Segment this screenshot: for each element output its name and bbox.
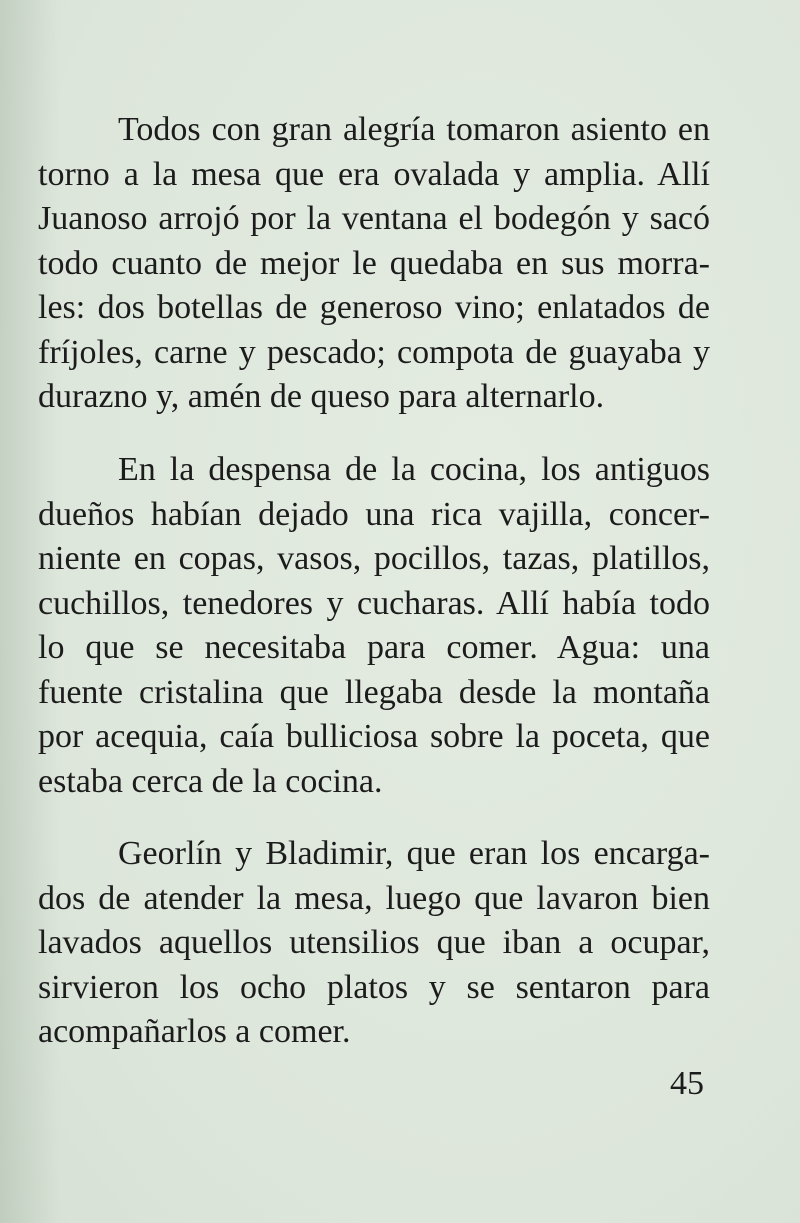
paragraph-line: torno a la mesa que era ovalada y amplia. Allí: [38, 155, 710, 193]
paragraph-line: Juanoso arrojó por la ventana el bodegón y sacó: [38, 200, 710, 237]
paragraph-line: En la despensa de la cocina, los antiguos: [118, 451, 710, 488]
paragraph-line: niente en copas, vasos, pocillos, tazas, platillos,: [38, 540, 710, 577]
paragraph-line: Georlín y Bladimir, que eran los encarga-: [118, 835, 710, 872]
paragraph-line: Todos con gran alegría tomaron asiento en: [118, 111, 710, 148]
paragraph-line: les: dos botellas de generoso vino; enlatados de: [38, 289, 710, 326]
paragraph-3: [38, 832, 710, 1055]
paragraph-1: [38, 108, 710, 420]
paragraph-line: dos de atender la mesa, luego que lavaron bien: [38, 879, 710, 917]
paragraph-line: lo que se necesitaba para comer. Agua: una: [38, 629, 710, 666]
paragraph-line: fríjoles, carne y pescado; compota de guayaba y: [38, 333, 710, 371]
paragraph-line: por acequia, caía bulliciosa sobre la poceta, que: [38, 718, 710, 755]
paragraph-line: dueños habían dejado una rica vajilla, concer-: [38, 495, 710, 533]
paragraph-line: sirvieron los ocho platos y se sentaron para: [38, 968, 710, 1006]
paragraph-line: acompañarlos a comer.: [38, 1013, 351, 1050]
paragraph-line: lavados aquellos utensilios que iban a ocupar,: [38, 924, 710, 961]
paragraph-line: todo cuanto de mejor le quedaba en sus morra-: [38, 244, 710, 282]
paragraph-line: estaba cerca de la cocina.: [38, 762, 383, 800]
paragraph-2: [38, 448, 710, 804]
paragraph-line: durazno y, amén de queso para alternarlo.: [38, 378, 605, 415]
paragraph-line: fuente cristalina que llegaba desde la montaña: [38, 673, 710, 711]
page-number: 45: [670, 1065, 704, 1102]
paragraph-line: cuchillos, tenedores y cucharas. Allí había todo: [38, 584, 710, 622]
